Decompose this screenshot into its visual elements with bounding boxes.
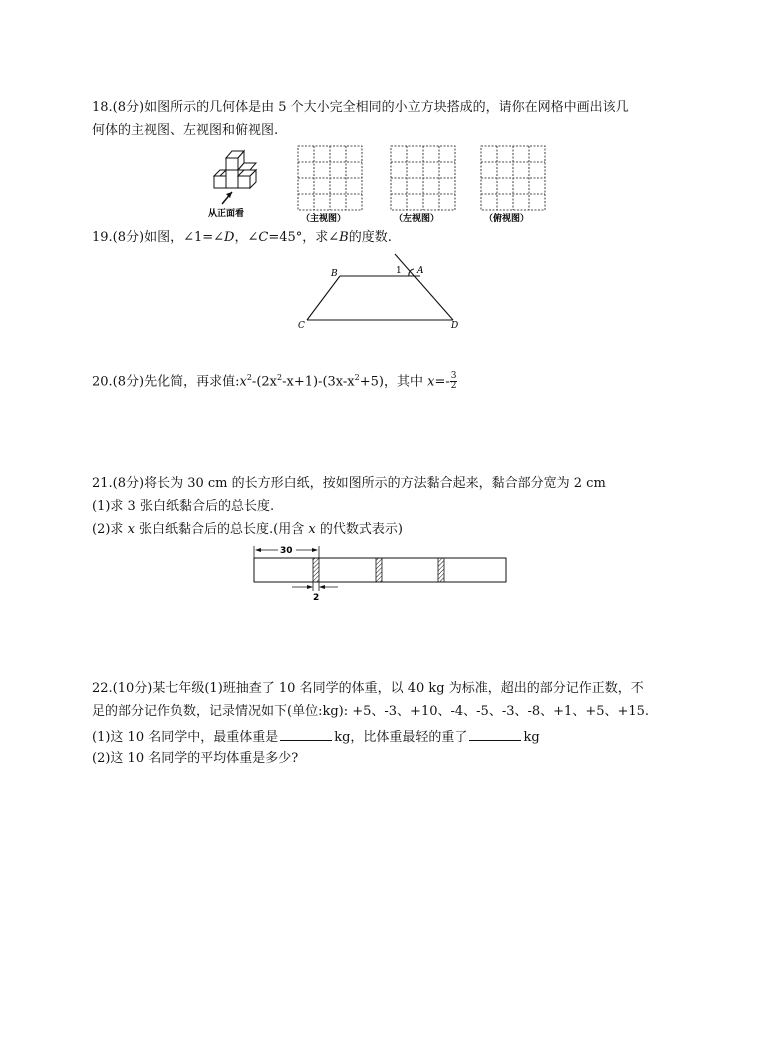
q21-line3: (2)求 x 张白纸黏合后的总长度.(用含 x 的代数式表示) bbox=[92, 522, 403, 537]
grid-label-left: （左视图） bbox=[394, 214, 440, 224]
point-D: D bbox=[451, 321, 459, 331]
point-A: A bbox=[417, 266, 424, 276]
q18-line1: 18.(8分)如图所示的几何体是由 5 个大小完全相同的小立方块搭成的，请你在网格中画出该几 bbox=[92, 100, 629, 115]
q22-line3: (1)这 10 名同学中，最重体重是 kg，比体重最轻的重了 kg bbox=[92, 726, 540, 748]
grid-label-front: （主视图） bbox=[301, 214, 347, 224]
dimension-2: 2 bbox=[313, 593, 320, 603]
grid-left-view bbox=[390, 145, 460, 225]
paper-strip-figure bbox=[250, 542, 512, 604]
trapezoid-figure bbox=[295, 252, 465, 332]
q20-text: 20.(8分)先化简，再求值$:x^2-(2x^2-x+1)-(3x-x^2+5)$，其中 x=- $\frac{3}{2}$ bbox=[92, 371, 457, 392]
dimension-30: 30 bbox=[280, 546, 293, 556]
q21-line2: (1)求 3 张白纸黏合后的总长度. bbox=[92, 499, 275, 514]
point-B: B bbox=[331, 269, 338, 279]
grid-front-view bbox=[297, 145, 367, 225]
cube-figure bbox=[208, 146, 288, 226]
answer-blank-difference[interactable] bbox=[469, 726, 521, 741]
fraction: $\frac{3}{2}$ bbox=[450, 371, 457, 392]
q18-line2: 何体的主视图、左视图和俯视图. bbox=[92, 123, 279, 138]
front-view-label: 从正面看 bbox=[208, 209, 245, 219]
answer-blank-heaviest[interactable] bbox=[280, 726, 332, 741]
grid-label-top: （俯视图） bbox=[484, 214, 530, 224]
q22-line2: 足的部分记作负数，记录情况如下(单位:kg): +5、-3、+10、-4、-5、-3、-8、+1、+5、+15. bbox=[92, 704, 650, 719]
q21-line1: 21.(8分)将长为 30 cm 的长方形白纸，按如图所示的方法黏合起来，黏合部分宽为 2 cm bbox=[92, 476, 606, 491]
grid-top-view bbox=[480, 145, 550, 225]
q22-line4: (2)这 10 名同学的平均体重是多少? bbox=[92, 751, 299, 766]
point-C: C bbox=[298, 321, 305, 331]
q19-text: 19.(8分)如图，∠1=∠D，∠C=45°，求∠B的度数. bbox=[92, 230, 392, 245]
angle-1: 1 bbox=[396, 266, 402, 276]
q22-line1: 22.(10分)某七年级(1)班抽查了 10 名同学的体重，以 40 kg 为标准，超出的部分记作正数，不 bbox=[92, 681, 644, 696]
